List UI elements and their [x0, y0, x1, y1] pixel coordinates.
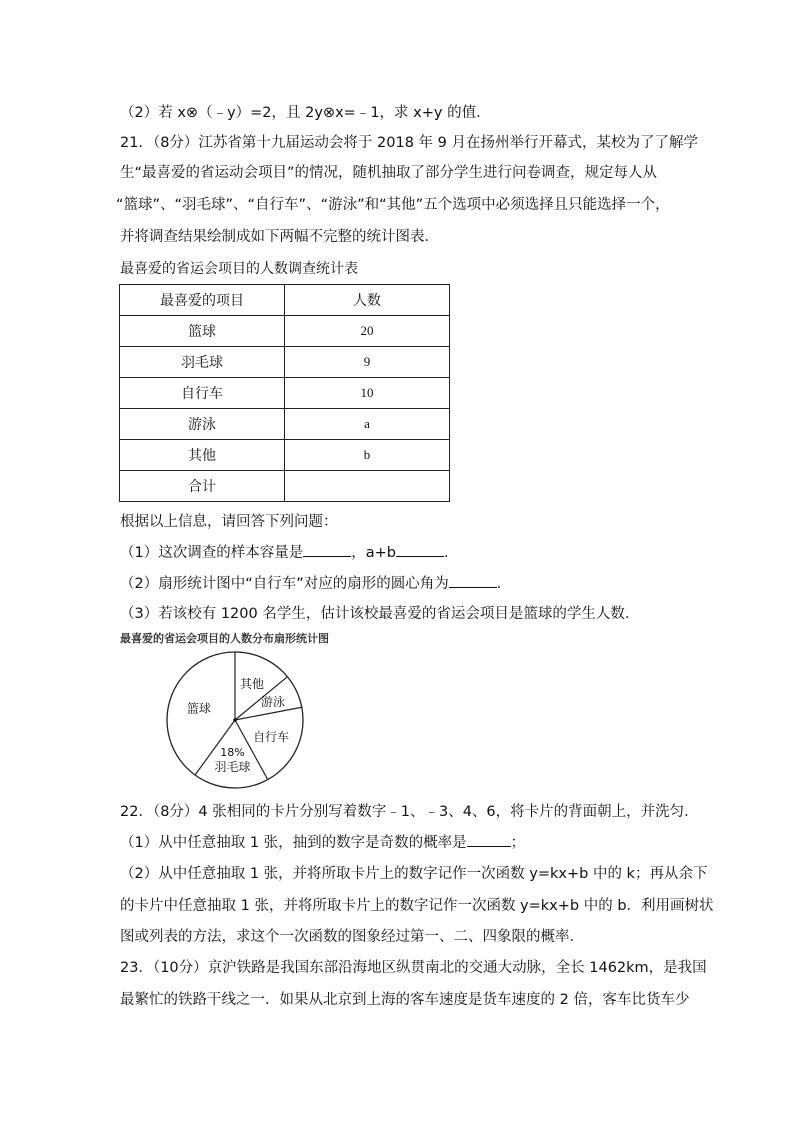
table-cell-item: 合计: [120, 471, 285, 502]
table-cell-count: [285, 471, 450, 502]
q21-line-4: 并将调查结果绘制成如下两幅不完整的统计图表．: [120, 229, 439, 245]
q23-line-1: 23．（10分）京沪铁路是我国东部沿海地区纵贯南北的交通大动脉，全长 1462km，是我国: [120, 960, 707, 976]
q22-line-1: 22．（8分）4 张相同的卡片分别写着数字﹣1、﹣3、4、6，将卡片的背面朝上，并洗匀．: [120, 804, 699, 820]
q21-part2-end: ．: [496, 576, 512, 592]
table-cell-count: a: [285, 409, 450, 440]
q21-line-1: 21．（8分）江苏省第十九届运动会将于 2018 年 9 月在扬州举行开幕式，某校为了了解学: [120, 135, 698, 151]
answer-blank: [467, 832, 511, 847]
q20-part2: （2）若 x⊗（﹣y）=2，且 2y⊗x=﹣1，求 x+y 的值．: [120, 105, 491, 121]
q21-part1-end: ．: [443, 545, 459, 561]
pie-slice-percent: 18%: [220, 745, 245, 759]
pie-chart-title: 最喜爱的省运会项目的人数分布扇形统计图: [120, 632, 329, 645]
pie-slice-label: 游泳: [260, 695, 286, 710]
table-cell-count: 10: [285, 378, 450, 409]
table-row: [120, 409, 450, 440]
table-row: [120, 471, 450, 502]
answer-blank: [396, 542, 444, 557]
q21-line-2: 生“最喜爱的省运动会项目”的情况，随机抽取了部分学生进行问卷调查，规定每人从: [120, 165, 658, 181]
q22-part1-end: ；: [510, 835, 526, 851]
table-cell-item: 其他: [120, 440, 285, 471]
q21-part3: （3）若该校有 1200 名学生，估计该校最喜爱的省运会项目是篮球的学生人数．: [120, 606, 640, 622]
table-cell-count: 20: [285, 316, 450, 347]
pie-slice-label: 其他: [240, 676, 265, 691]
pie-slice-label: 羽毛球: [214, 759, 251, 774]
table-row: [120, 347, 450, 378]
q22-part2-line-2: 的卡片中任意抽取 1 张，并将所取卡片上的数字记作一次函数 y=kx+b 中的 b．利用画树状: [120, 898, 714, 914]
q21-part2-text: （2）扇形统计图中“自行车”对应的扇形的圆心角为: [120, 576, 449, 592]
answer-blank: [303, 542, 351, 557]
q21-part1-text: （1）这次调查的样本容量是: [120, 545, 304, 561]
table-cell-item: 游泳: [120, 409, 285, 440]
pie-center-dot: [233, 718, 237, 722]
survey-table: [119, 284, 450, 502]
table-cell-item: 篮球: [120, 316, 285, 347]
table-header-count: 人数: [285, 285, 450, 316]
q22-part1-text: （1）从中任意抽取 1 张，抽到的数字是奇数的概率是: [120, 835, 467, 851]
table-cell-count: 9: [285, 347, 450, 378]
intro-text: 根据以上信息，请回答下列问题：: [120, 514, 338, 530]
table-row: [120, 316, 450, 347]
table-cell-item: 羽毛球: [120, 347, 285, 378]
table-row: [120, 440, 450, 471]
table-row: [120, 378, 450, 409]
table-header-row: [120, 285, 450, 316]
table-title: 最喜爱的省运会项目的人数调查统计表: [120, 261, 358, 277]
q21-line-3: “篮球”、“羽毛球”、“自行车”、“游泳”和“其他”五个选项中必须选择且只能选择一个，: [116, 197, 670, 213]
table-cell-count: b: [285, 440, 450, 471]
q22-part2-line-1: （2）从中任意抽取 1 张，并将所取卡片上的数字记作一次函数 y=kx+b 中的 k；再从余下: [120, 866, 708, 882]
table-header-item: 最喜爱的项目: [120, 285, 285, 316]
q22-part2-line-3: 图或列表的方法，求这个一次函数的图象经过第一、二、四象限的概率．: [120, 929, 584, 945]
q21-part2: [120, 573, 511, 594]
q21-part1: [120, 542, 458, 563]
q21-part1-text-b: ，a+b: [351, 545, 396, 561]
pie-chart: [160, 648, 310, 798]
q22-part1: [120, 832, 525, 853]
answer-blank: [449, 573, 497, 588]
pie-slice-label: 自行车: [253, 730, 290, 745]
table-cell-item: 自行车: [120, 378, 285, 409]
pie-slice-label: 篮球: [186, 701, 211, 716]
q23-line-2: 最繁忙的铁路干线之一．如果从北京到上海的客车速度是货车速度的 2 倍，客车比货车少: [120, 992, 690, 1008]
